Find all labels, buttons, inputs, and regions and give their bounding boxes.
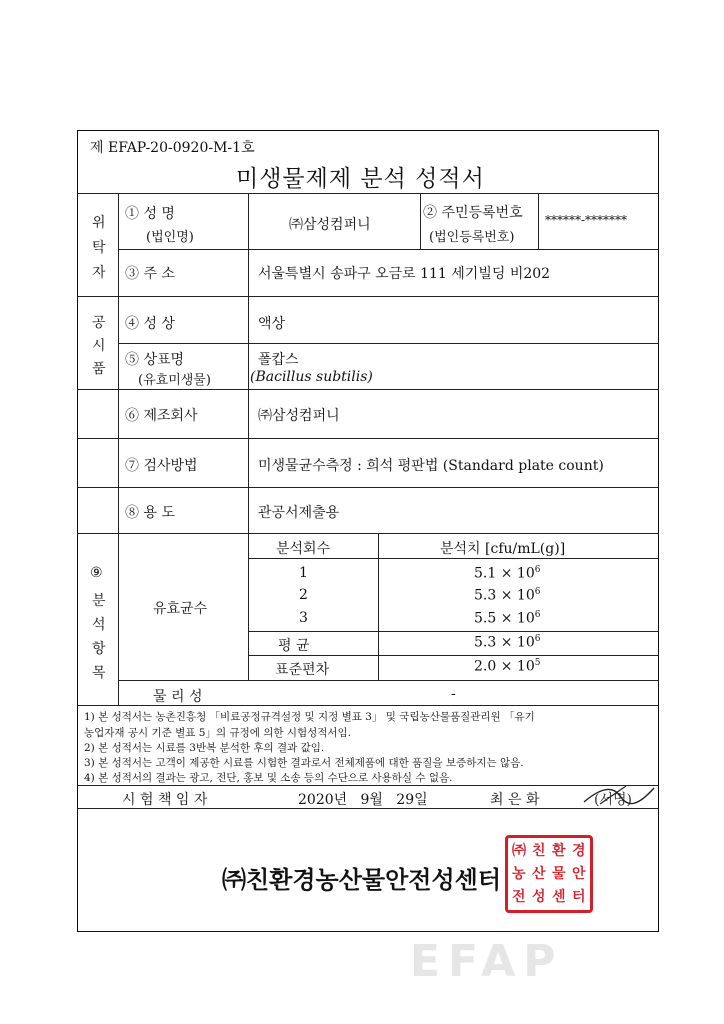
- brand-label: ⑤ 상표명: [125, 352, 185, 368]
- physical-label: 물 리 성: [153, 689, 203, 705]
- rule: [78, 533, 658, 534]
- rule: [248, 558, 658, 559]
- reg-label: ② 주민등록번호: [423, 205, 523, 221]
- property-value: 액상: [258, 316, 286, 332]
- maker-label: ⑥ 제조회사: [125, 408, 198, 424]
- seal-char: 전: [512, 889, 526, 905]
- note-1: 1) 본 성적서는 농촌진흥청 「비료공정규격설정 및 지정 별표 3」 및 국립농산물품질관리원 「유기: [84, 711, 535, 723]
- rule: [78, 785, 658, 786]
- organization-name: ㈜친환경농산물안전성센터: [222, 866, 502, 894]
- physical-value: -: [451, 686, 456, 702]
- analysis-group-label-2: 분: [92, 593, 106, 609]
- rule: [78, 487, 658, 488]
- consignor-group-label-2: 탁: [92, 240, 106, 256]
- sample-group-label-3: 품: [92, 361, 106, 377]
- seal-char: 성: [532, 889, 546, 905]
- seal-char: ㈜: [512, 843, 526, 859]
- name-sublabel: (법인명): [146, 230, 194, 245]
- note-3: 3) 본 성적서는 고객이 제공한 시료를 시험한 결과로서 전체제품에 대한 품질을 보증하지는 않음.: [84, 757, 524, 769]
- use-label: ⑧ 용 도: [125, 505, 175, 521]
- use-value: 관공서제출용: [258, 505, 340, 521]
- seal-char: 환: [552, 843, 566, 859]
- property-label: ④ 성 상: [125, 316, 175, 332]
- maker-value: ㈜삼성컴퍼니: [258, 408, 340, 424]
- seal-char: 터: [572, 889, 586, 905]
- seal-char: 경: [572, 843, 586, 859]
- brand-scientific-name: (Bacillus subtilis): [250, 369, 373, 385]
- tester-name: 최 은 화: [490, 792, 540, 808]
- rule: [118, 680, 658, 681]
- rule: [538, 193, 539, 249]
- rule: [118, 193, 119, 705]
- seal-char: 농: [512, 866, 526, 882]
- round-1: 1: [299, 565, 308, 581]
- method-label: ⑦ 검사방법: [125, 458, 198, 474]
- document-frame: [77, 130, 659, 932]
- reg-value: ******-*******: [545, 213, 628, 227]
- seal-char: 물: [552, 866, 566, 882]
- rule: [248, 193, 249, 680]
- rule: [248, 631, 658, 632]
- note-2: 2) 본 성적서는 시료를 3반복 분석한 후의 결과 값임.: [84, 742, 325, 754]
- round-3: 3: [299, 610, 308, 626]
- consignor-group-label-1: 위: [92, 215, 106, 231]
- note-4: 4) 본 성적서의 결과는 광고, 전단, 홍보 및 소송 등의 수단으로 사용하실 수 없음.: [84, 772, 453, 784]
- reg-sublabel: (법인등록번호): [429, 230, 515, 245]
- rule: [78, 389, 658, 390]
- mean-label: 평 균: [278, 638, 310, 654]
- brand-sublabel: (유효미생물): [138, 373, 211, 388]
- consignor-group-label-3: 자: [92, 265, 106, 281]
- sample-group-label-1: 공: [92, 315, 106, 331]
- official-seal: [505, 835, 593, 913]
- analysis-group-label-4: 항: [92, 641, 106, 657]
- seal-char: 산: [532, 866, 546, 882]
- name-value: ㈜삼성컴퍼니: [289, 217, 371, 233]
- rule: [118, 343, 658, 344]
- seal-char: 안: [572, 866, 586, 882]
- rule: [78, 193, 658, 194]
- page-title: 미생물제제 분석 성적서: [236, 166, 485, 192]
- rule: [378, 533, 379, 680]
- rule: [248, 655, 658, 656]
- analysis-group-label-1: ⑨: [90, 565, 103, 581]
- brand-value: 폴캅스: [258, 352, 299, 368]
- seal-char: 친: [532, 843, 546, 859]
- document-number: 제 EFAP-20-0920-M-1호: [90, 140, 255, 156]
- value-2: $5.3 \times 10^6$: [474, 587, 541, 604]
- analysis-group-label-3: 석: [92, 617, 106, 633]
- address-value: 서울특별시 송파구 오금로 111 세기빌딩 비202: [258, 266, 551, 282]
- sample-group-label-2: 시: [92, 338, 106, 354]
- seal-char: 센: [552, 889, 566, 905]
- rule: [78, 296, 658, 297]
- sd-label: 표준편차: [275, 662, 330, 678]
- rule: [78, 438, 658, 439]
- mean-value: $5.3 \times 10^6$: [474, 634, 541, 651]
- name-label: ① 성 명: [125, 206, 175, 222]
- round-2: 2: [299, 587, 308, 603]
- item-label: 유효균수: [153, 601, 208, 617]
- method-value: 미생물균수측정 : 희석 평판법 (Standard plate count): [258, 458, 604, 474]
- rule: [118, 249, 658, 250]
- address-label: ③ 주 소: [125, 266, 175, 282]
- note-1-cont: 농업자재 공시 기준 별표 5」의 규정에 의한 시험성적서임.: [84, 727, 352, 739]
- sd-value: $2.0 \times 10^5$: [474, 658, 541, 675]
- column-value-header: 분석치 [cfu/mL(g)]: [440, 541, 566, 557]
- tester-label: 시 험 책 임 자: [122, 792, 208, 808]
- value-3: $5.5 \times 10^6$: [474, 610, 541, 627]
- test-date: 2020년 9월 29일: [298, 792, 428, 808]
- watermark: EFAP: [410, 936, 564, 987]
- signature-scribble: [580, 780, 658, 808]
- analysis-group-label-5: 목: [92, 665, 106, 681]
- signature-label: (서명): [594, 792, 632, 808]
- rule: [420, 193, 421, 249]
- column-round-header: 분석회수: [276, 541, 331, 557]
- value-1: $5.1 \times 10^6$: [474, 565, 541, 582]
